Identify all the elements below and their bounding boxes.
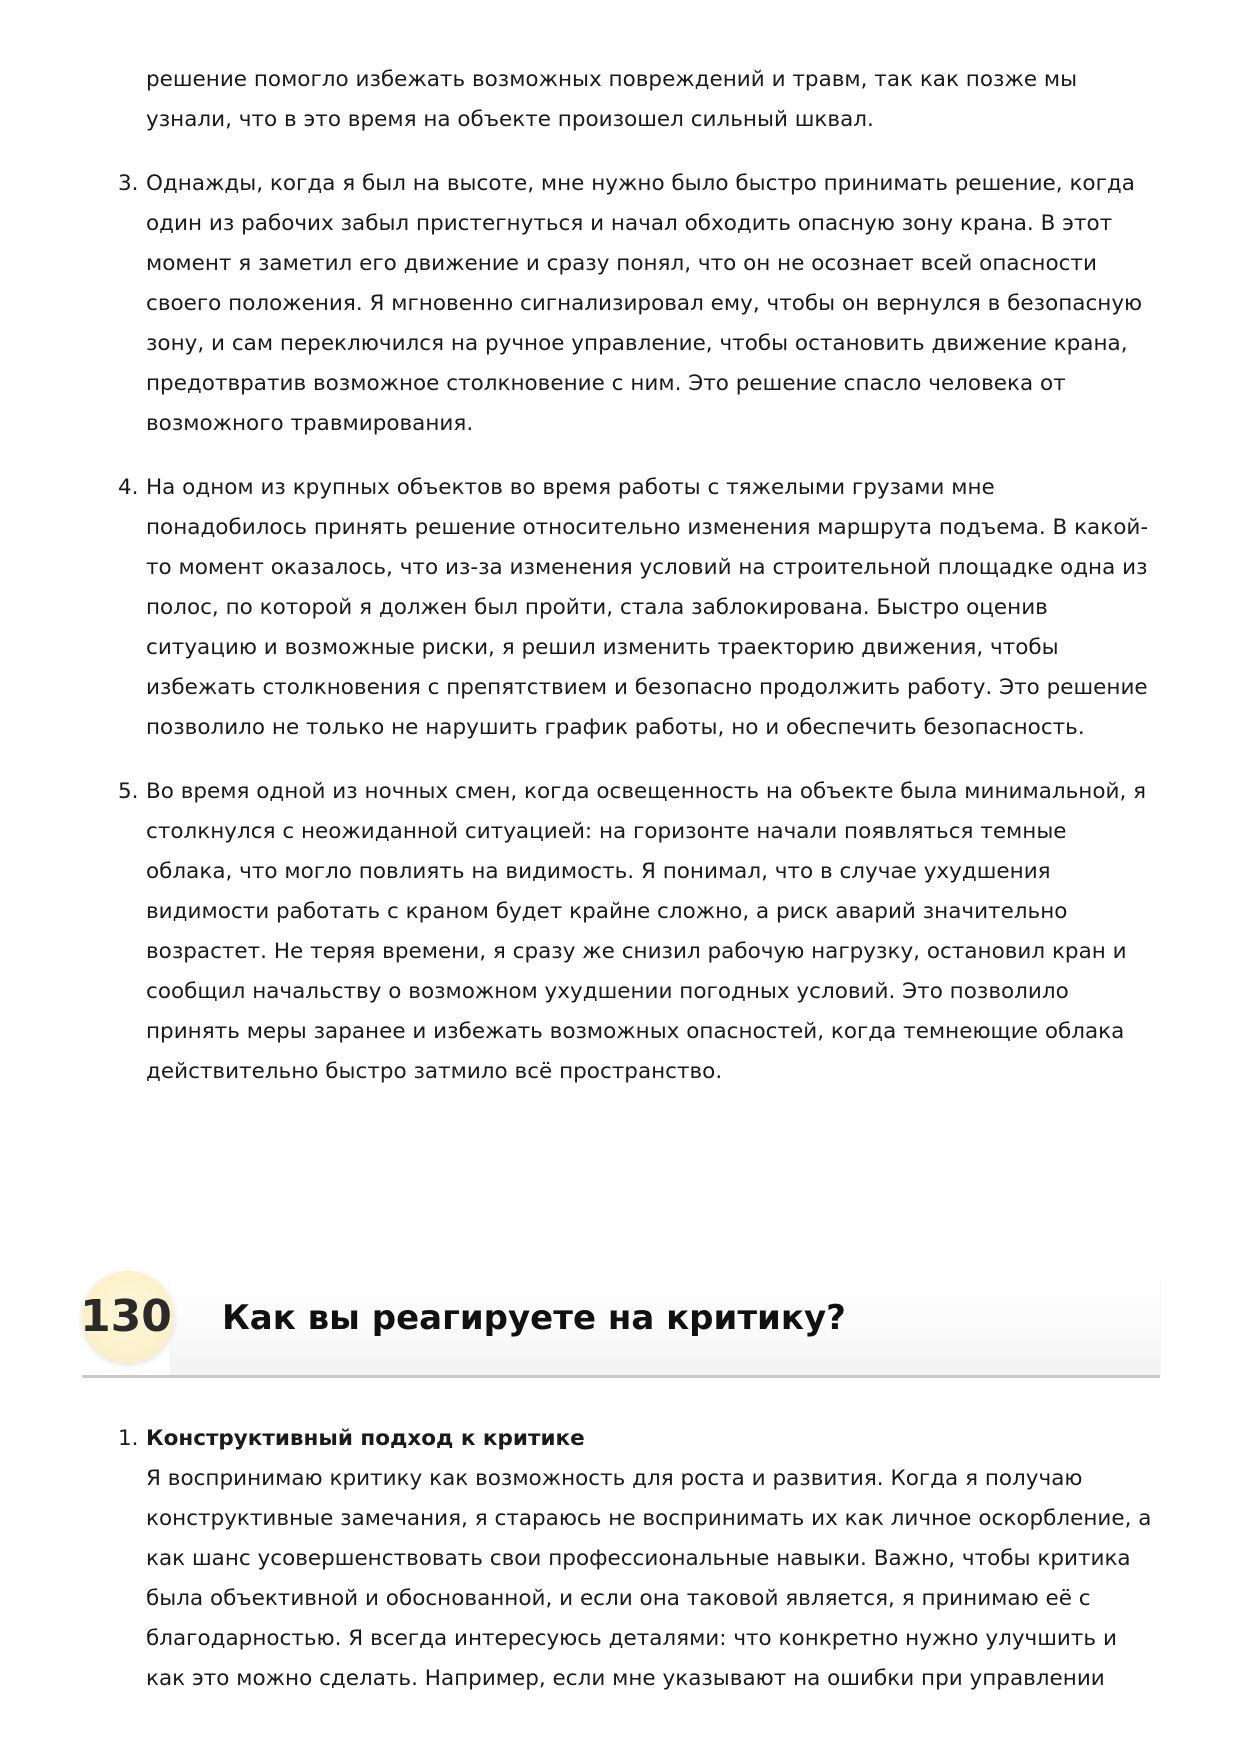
list-item-number: 4. [118, 475, 139, 500]
question-header [82, 1271, 1160, 1377]
list-item-text: решение помогло избежать возможных повреждений и травм, так как позже мы узнали, что в это время на объекте произошел сильный шквал. [146, 67, 1078, 132]
list-item [0, 772, 1156, 1092]
list-item-continued [0, 60, 1156, 140]
list-item-text: Во время одной из ночных смен, когда освещенность на объекте была минимальной, я столкнулся с неожиданной ситуацией: на горизонте начали появляться темные облака, что могло повлиять на видимость. Я понимал, что в случае ухудшения видимости работать с краном будет крайне сложно, а риск аварий значительно возрастет. Не теряя времени, я сразу же снизил рабочую нагрузку, остановил кран и сообщил начальству о возможном ухудшении погодных условий. Это позволило принять меры заранее и избежать возможных опасностей, когда темнеющие облака действительно быстро затмило всё пространство. [146, 779, 1147, 1084]
answer-list [0, 1419, 1239, 1723]
list-item-text: На одном из крупных объектов во время работы с тяжелыми грузами мне понадобилось принять решение относительно изменения маршрута подъема. В какой-то момент оказалось, что из-за изменения условий на строительной площадке одна из полос, по которой я должен был пройти, стала заблокирована. Быстро оценив ситуацию и возможные риски, я решил изменить траекторию движения, чтобы избежать столкновения с препятствием и безопасно продолжить работу. Это решение позволило не только не нарушить график работы, но и обеспечить безопасность. [146, 475, 1149, 740]
list-item [0, 1419, 1156, 1699]
question-number-badge [82, 1271, 174, 1363]
list-item-title: Конструктивный подход к критике [146, 1426, 585, 1451]
list-item [0, 468, 1156, 748]
question-number: 130 [80, 1291, 172, 1342]
list-item-number: 3. [118, 171, 139, 196]
header-divider [82, 1375, 1160, 1378]
list-item-number: 1. [118, 1426, 139, 1451]
list-item-number: 5. [118, 779, 139, 804]
list-item-text: Я воспринимаю критику как возможность для роста и развития. Когда я получаю конструктивные замечания, я стараюсь не воспринимать их как личное оскорбление, а как шанс усовершенствовать свои профессиональные навыки. Важно, чтобы критика была объективной и обоснованной, и если она таковой является, я принимаю её с благодарностью. Я всегда интересуюсь деталями: что конкретно нужно улучшить и как это можно сделать. Например, если мне указывают на ошибки при управлении [146, 1466, 1152, 1691]
answer-list-previous [0, 60, 1239, 1116]
list-item [0, 164, 1156, 444]
list-item-text: Однажды, когда я был на высоте, мне нужно было быстро принимать решение, когда один из рабочих забыл пристегнуться и начал обходить опасную зону крана. В этот момент я заметил его движение и сразу понял, что он не осознает всей опасности своего положения. Я мгновенно сигнализировал ему, чтобы он вернулся в безопасную зону, и сам переключился на ручное управление, чтобы остановить движение крана, предотвратив возможное столкновение с ним. Это решение спасло человека от возможного травмирования. [146, 171, 1143, 436]
question-title: Как вы реагируете на критику? [222, 1298, 846, 1338]
